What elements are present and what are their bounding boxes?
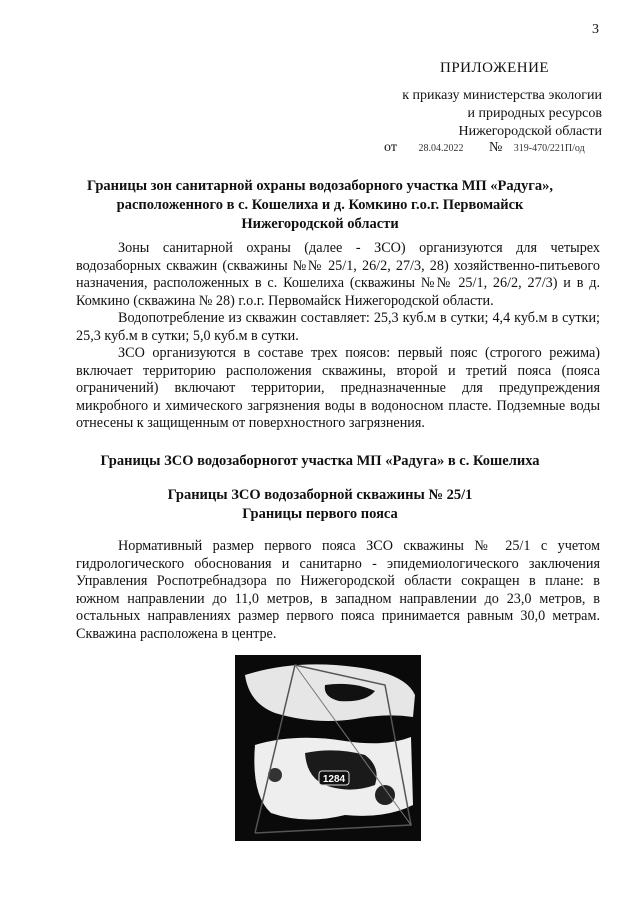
parcel-label: 1284 xyxy=(322,774,346,785)
order-number: 319-470/221П/од xyxy=(513,143,585,154)
order-date: 28.04.2022 xyxy=(418,143,464,154)
section-heading: Границы ЗСО водозаборногот участка МП «Радуга» в с. Кошелиха xyxy=(100,453,540,469)
intro-text xyxy=(76,240,600,433)
intro-paragraph-1: Зоны санитарной охраны (далее - ЗСО) организуются для четырех водозаборных скважин (скважины №№ 25/1, 26/2, 27/3, 28) хозяйственно-питьевого назначения, расположенных в с. Кошелиха (скважины №№ 25/1, 26/2, 27/3) и в д. Комкино (скважина № 28) г.о.г. Первомайск Нижегородской области. xyxy=(76,240,600,309)
well-heading-line-2: Границы первого пояса xyxy=(242,506,398,522)
well-paragraph: Нормативный размер первого пояса ЗСО скважины № 25/1 с учетом гидрологического обоснования и санитарно - эпидемиологического заключения Управления Роспотребнадзора по Нижегородской области сокращен в плане: в южном направлении до 11,0 метров, в западном направлении до 23,0 метров, в остальных направлениях размер первого пояса принимается равным 30,0 метрам. Скважина расположена в центре. xyxy=(76,538,600,642)
intro-paragraph-3: ЗСО организуются в составе трех поясов: первый пояс (строгого режима) включает территорию расположения скважины, второй и третий пояса (пояса ограничений) включают территории, предназначенные для предупреждения микробного и химического загрязнения воды в водоносном пласте. Подземные воды отнесены к защищенным от поверхностного загрязнения. xyxy=(76,345,600,431)
well-text xyxy=(76,538,600,643)
cadastral-map-image xyxy=(235,655,421,841)
appendix-line-3: Нижегородской области xyxy=(458,124,602,139)
appendix-line-2: и природных ресурсов xyxy=(467,106,602,121)
well-heading-line-1: Границы ЗСО водозаборной скважины № 25/1 xyxy=(167,487,473,503)
document-heading xyxy=(60,177,580,234)
page-number: 3 xyxy=(592,22,599,37)
heading-line-3: Нижегородской области xyxy=(241,216,399,232)
appendix-line-1: к приказу министерства экологии xyxy=(402,88,602,103)
map-graphic xyxy=(235,655,421,841)
well-heading xyxy=(40,486,600,524)
number-label: № xyxy=(488,140,503,155)
heading-line-1: Границы зон санитарной охраны водозаборного участка МП «Радуга», xyxy=(87,178,553,194)
from-label: от xyxy=(384,140,397,155)
appendix-title: ПРИЛОЖЕНИЕ xyxy=(440,60,550,76)
order-date-row xyxy=(384,140,585,156)
intro-paragraph-2: Водопотребление из скважин составляет: 25,3 куб.м в сутки; 4,4 куб.м в сутки; 25,3 куб.м в сутки; 5,0 куб.м в сутки. xyxy=(76,310,600,344)
heading-line-2: расположенного в с. Кошелиха и д. Комкино г.о.г. Первомайск xyxy=(116,197,524,213)
